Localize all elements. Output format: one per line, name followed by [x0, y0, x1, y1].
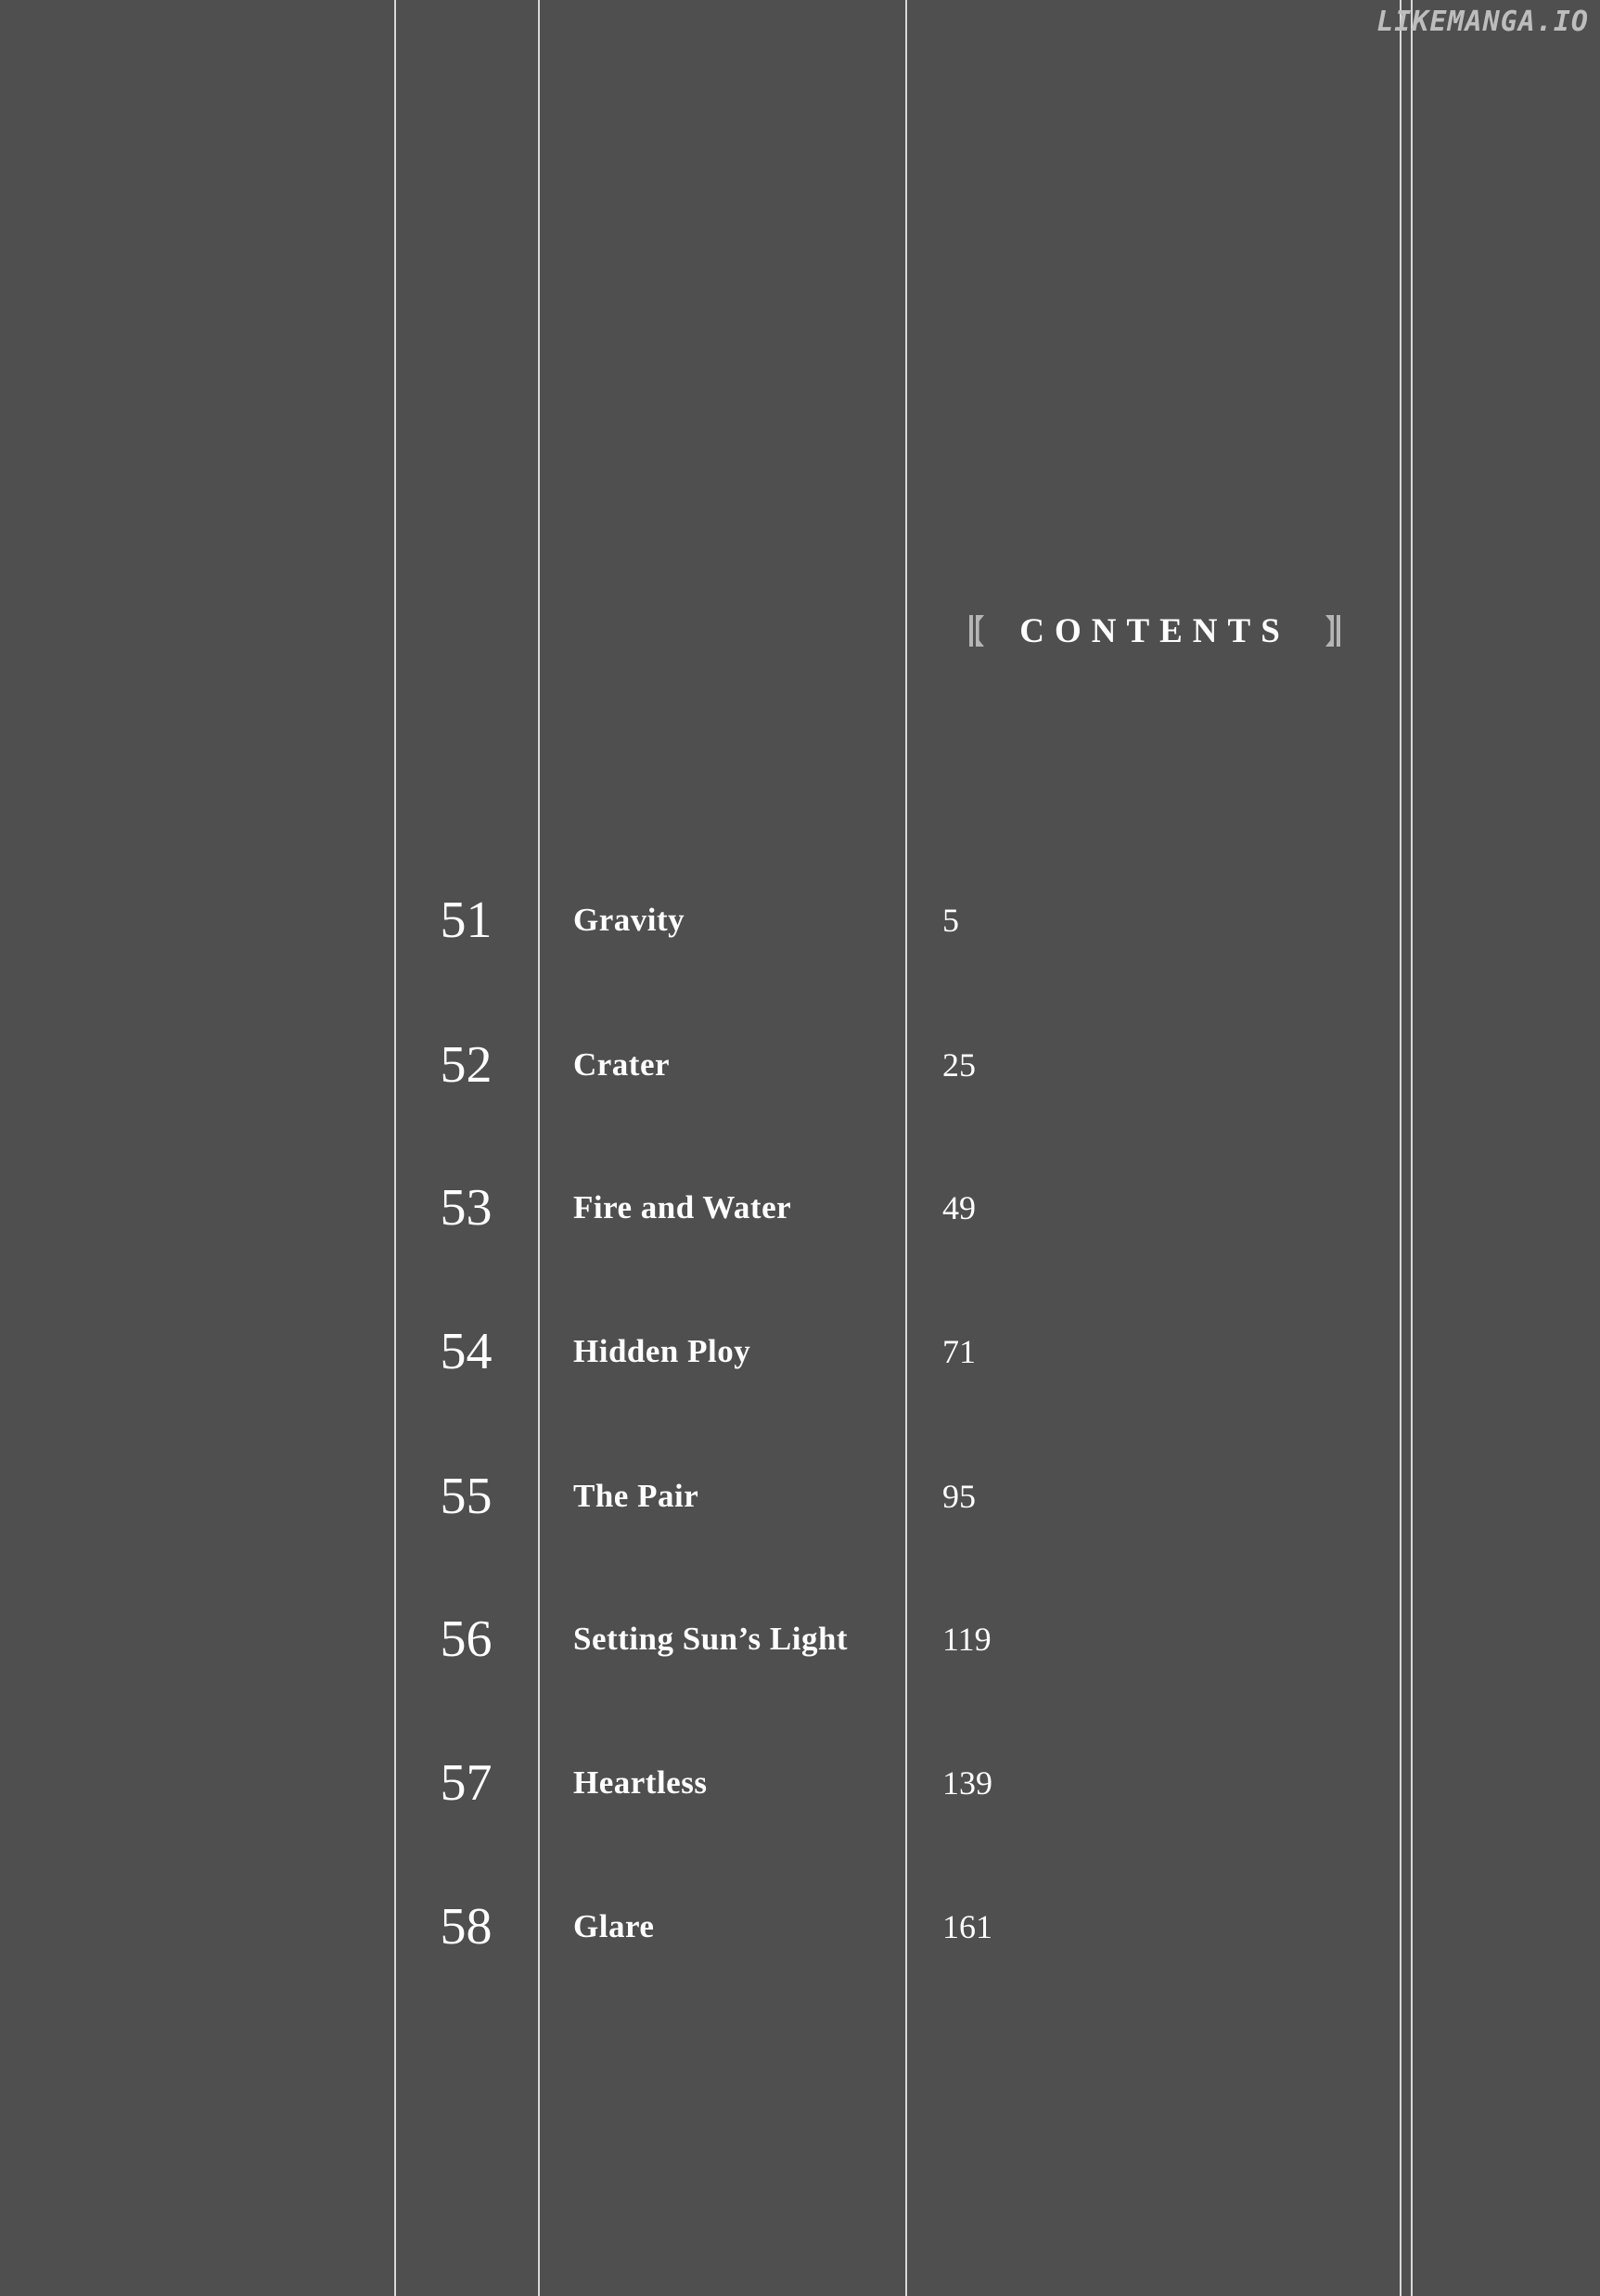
- contents-title: CONTENTS: [1019, 611, 1290, 650]
- contents-heading: [969, 605, 1340, 657]
- chapter-page: 139: [942, 1764, 992, 1802]
- right-bracket-icon: [1325, 615, 1340, 647]
- toc-row: [0, 1602, 1600, 1676]
- chapter-number: 53: [440, 1179, 493, 1237]
- chapter-page: 119: [942, 1621, 992, 1658]
- chapter-title: Hidden Ploy: [573, 1333, 751, 1369]
- chapter-number: 51: [440, 891, 493, 949]
- toc-row: [0, 1028, 1600, 1102]
- chapter-title: Glare: [573, 1908, 655, 1944]
- toc-row: [0, 1171, 1600, 1245]
- watermark: LIKEMANGA.IO: [1376, 6, 1589, 38]
- chapter-page: 49: [942, 1189, 976, 1226]
- chapter-title: Gravity: [573, 902, 685, 938]
- chapter-number: 55: [440, 1468, 493, 1525]
- chapter-title: The Pair: [573, 1478, 699, 1514]
- chapter-page: 71: [942, 1333, 976, 1370]
- chapter-page: 95: [942, 1478, 976, 1515]
- chapter-number: 52: [440, 1036, 493, 1094]
- chapter-title: Crater: [573, 1046, 671, 1083]
- toc-row: [0, 1890, 1600, 1964]
- chapter-page: 5: [942, 902, 959, 939]
- chapter-page: 25: [942, 1046, 976, 1084]
- chapter-page: 161: [942, 1908, 992, 1945]
- toc-row: [0, 883, 1600, 957]
- chapter-title: Fire and Water: [573, 1189, 792, 1225]
- toc-row: [0, 1315, 1600, 1389]
- chapter-number: 54: [440, 1323, 493, 1380]
- toc-row: [0, 1746, 1600, 1820]
- toc-row: [0, 1459, 1600, 1533]
- chapter-number: 57: [440, 1754, 493, 1812]
- chapter-number: 56: [440, 1610, 493, 1668]
- chapter-number: 58: [440, 1898, 493, 1956]
- left-bracket-icon: [969, 615, 984, 647]
- chapter-title: Setting Sun’s Light: [573, 1621, 849, 1657]
- chapter-title: Heartless: [573, 1764, 708, 1801]
